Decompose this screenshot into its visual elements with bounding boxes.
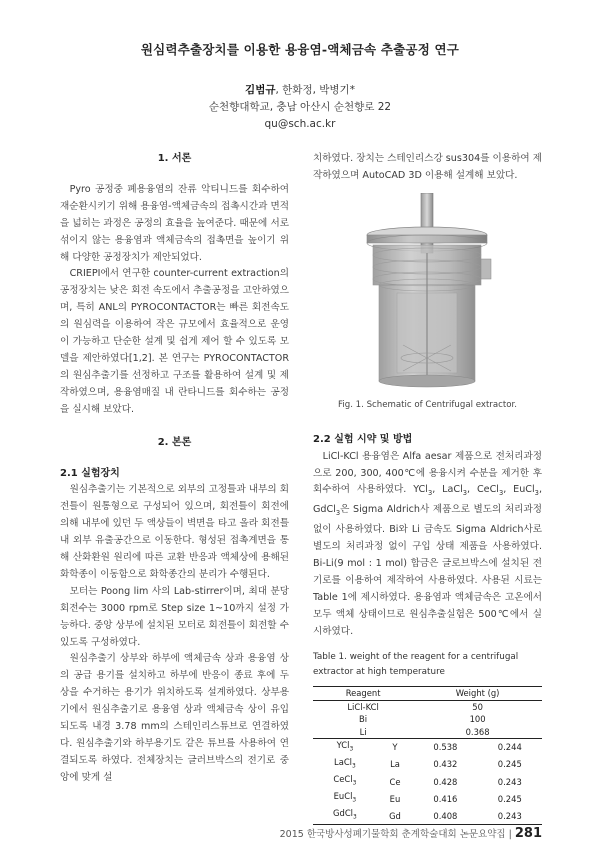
intro-paragraph-2: CRIEPI에서 연구한 counter-current extraction의 공정장치는 낮은 회전 속도에서 추출공정을 고안하였으며, 특히 ANL의 PYROCONTACTOR는 빠른 회전속도의 원심력을 이용하여 작은 규모에서 효율적으로 운영이 가능하고 단순한 설계 및 쉽게 제어 할 수 있도록 모델을 제안하였다[1,2]. 본 연구는 PYROCONTACTOR의 원심추출기를 선정하고 구조를 활용하여 설계 및 제작하였으며, 용융염매질 내 란타니드를 회수하는 공정을 실시해 보았다.: [60, 268, 289, 415]
subscript: 3: [335, 509, 341, 518]
table-cell-weight-2: 0.243: [497, 776, 522, 787]
table-cell-weight-2: 0.244: [497, 742, 522, 753]
table-row: [313, 756, 542, 773]
table-row: [313, 773, 542, 790]
subscript: 3: [462, 489, 468, 498]
subscript: 3: [427, 489, 433, 498]
reagents-text-3: , CeCl: [467, 484, 499, 496]
table-row: [313, 739, 542, 757]
table-cell-weight-1: 0.408: [413, 807, 477, 825]
author-line: [0, 82, 600, 99]
table-cell-compound: EuCl$_3$: [333, 791, 357, 804]
table-cell-compound: YCl$_3$: [336, 740, 354, 753]
apparatus-paragraph-cont: 치하였다. 장치는 스테인리스강 sus304를 이용하여 제작하였으며 AutoCAD 3D 이용해 설계해 보았다.: [313, 153, 542, 181]
footer-separator: |: [508, 829, 512, 840]
reagents-text-6: 은 Sigma Aldrich사 제품으로 별도의 처리과정 없이 사용하였다. Bi와 Li 금속도 Sigma Aldrich사로 별도의 처리과정 없이 구입 상태 제품을 사용하였다. Bi-Li(9 mol : 1 mol) 합금은 글로브박스에 설치된 전기로를 이용하여 제작하여 사용하였다. 사용된 시료는 Table 1에 제시하였다. 용융염과 액체금속은 고온에서 모두 액체 상태이므로 원심추출실험은 500℃에서 실시하였다.: [313, 504, 542, 637]
table-cell-reagent: Li: [313, 726, 413, 739]
table-header-reagent: Reagent: [313, 687, 413, 700]
subscript: 3: [498, 489, 504, 498]
extractor-schematic-image: [313, 193, 542, 393]
author-block: [0, 82, 600, 133]
section-body-title: 2. 본론: [157, 436, 192, 448]
table-cell-weight-2: 0.245: [497, 793, 522, 804]
table-cell-reagent: LiCl-KCl: [347, 701, 379, 712]
author-rest: , 한화정, 박병기*: [275, 84, 355, 96]
table-header-row: [313, 687, 542, 700]
right-column: [313, 151, 542, 825]
table-cell-weight-1: 0.416: [433, 793, 458, 804]
table-cell-weight: 0.368: [413, 726, 542, 739]
reagents-text-2: , LaCl: [432, 484, 463, 496]
reagent-table: [313, 686, 542, 825]
subsection-apparatus-title: 2.1 실험장치: [60, 467, 120, 479]
table-header-weight: Weight (g): [413, 687, 542, 700]
table-cell-weight-2: 0.243: [478, 807, 542, 825]
table-row: [313, 790, 542, 807]
page-footer: [280, 826, 542, 841]
table-cell-element: Y: [392, 742, 398, 753]
table-cell-element: Gd: [377, 807, 413, 825]
apparatus-paragraph-1: 원심추출기는 기본적으로 외부의 고정틀과 내부의 회전틀이 원통형으로 구성되어 있으며, 회전틀이 회전에 의해 내부에 있던 두 액상들이 벽면을 타고 올라 회전틀내 외부 유출공간으로 이동한다. 형성된 접촉계면을 통해 산화환원 원리에 따른 교환 반응과 액체상에 용해된 화학종이 이동함으로 화학종간의 분리가 수행된다.: [60, 484, 289, 580]
left-column: [60, 151, 289, 787]
table-cell-weight-1: 0.428: [433, 776, 458, 787]
table-cell-weight: 50: [472, 701, 483, 712]
author-main: 김범규: [245, 84, 276, 96]
table-row: [313, 713, 542, 725]
table-cell-weight: 100: [469, 714, 486, 725]
table-cell-reagent: Bi: [359, 714, 368, 725]
table-row: [313, 807, 542, 825]
table-cell-compound: GdCl$_3$: [313, 807, 377, 825]
table-row: [313, 700, 542, 713]
table-cell-compound: LaCl$_3$: [334, 757, 356, 770]
apparatus-paragraph-2: 모터는 Poong lim 사의 Lab-stirrer이며, 최대 분당회전수는 3000 rpm로 Step size 1~10까지 설정 가능하다. 중앙 상부에 설치된 모터로 회전틀이 회전할 수 있도록 구성하였다.: [60, 585, 289, 648]
figure-centrifugal-extractor: [313, 193, 542, 393]
table-cell-weight-1: 0.538: [433, 742, 458, 753]
section-intro-title: 1. 서론: [157, 153, 192, 164]
conference-name: 2015 한국방사성폐기물학회 춘계학술대회 논문요약집: [279, 829, 506, 840]
reagents-text-1: LiCl-KCl 용융염은 Alfa aesar 제품으로 전처리과정으로 200, 300, 400℃에 용융시켜 수분을 제거한 후 회수하여 사용하였다. YCl: [313, 450, 542, 496]
subsection-reagents-title: 2.2 실험 시약 및 방법: [313, 433, 413, 445]
apparatus-paragraph-3: 원심추출기 상부와 하부에 액체금속 상과 용융염 상의 공급 용기를 설치하고 하부에 반응이 종료 후에 두 상을 수거하는 용기가 위치하도록 설계하였다. 상부용기에서 원심추출기로 용융염 상과 액체금속 상이 유입되도록 내경 3.78 mm의 스테인리스튜브로 연결하였다. 원심추출기와 하부용기도 같은 튜브를 사용하여 연결되도록 하였다. 전체장치는 글러브박스의 전기로 중앙에 맞게 설: [60, 653, 289, 783]
email: qu@sch.ac.kr: [264, 118, 336, 130]
table-cell-weight-2: 0.245: [497, 759, 522, 770]
table-cell-element: Ce: [389, 776, 401, 787]
reagents-text-5: , GdCl: [313, 484, 543, 516]
reagents-paragraph: [313, 449, 542, 641]
intro-paragraph-1: Pyro 공정중 폐용융염의 잔류 악티니드를 회수하여 재순환시키기 위해 용융염-액체금속의 접촉시간과 면적을 넓히는 과정은 공정의 효율을 높여준다. 때문에 서로 섞이지 않는 용융염과 액체금속의 접촉면을 높이기 위해 다양한 공정장치가 제안되었다.: [60, 183, 289, 263]
page-number: 281: [514, 826, 542, 841]
table-cell-element: La: [390, 759, 400, 770]
spacer: [60, 419, 289, 435]
paper-title: 원심력추출장치를 이용한 용융염-액체금속 추출공정 연구: [140, 42, 460, 57]
figure-caption: Fig. 1. Schematic of Centrifugal extractor.: [338, 399, 517, 410]
affiliation: 순천향대학교, 충남 아산시 순천향로 22: [208, 101, 392, 113]
table-caption: Table 1. weight of the reagent for a centrifugal extractor at high temperature: [313, 652, 519, 678]
table-cell-weight-1: 0.432: [433, 759, 458, 770]
subscript: 3: [534, 489, 539, 498]
table-row: [313, 726, 542, 739]
table-cell-element: Eu: [389, 793, 401, 804]
reagents-text-4: , EuCl: [503, 484, 535, 496]
table-cell-compound: CeCl$_3$: [333, 774, 357, 787]
